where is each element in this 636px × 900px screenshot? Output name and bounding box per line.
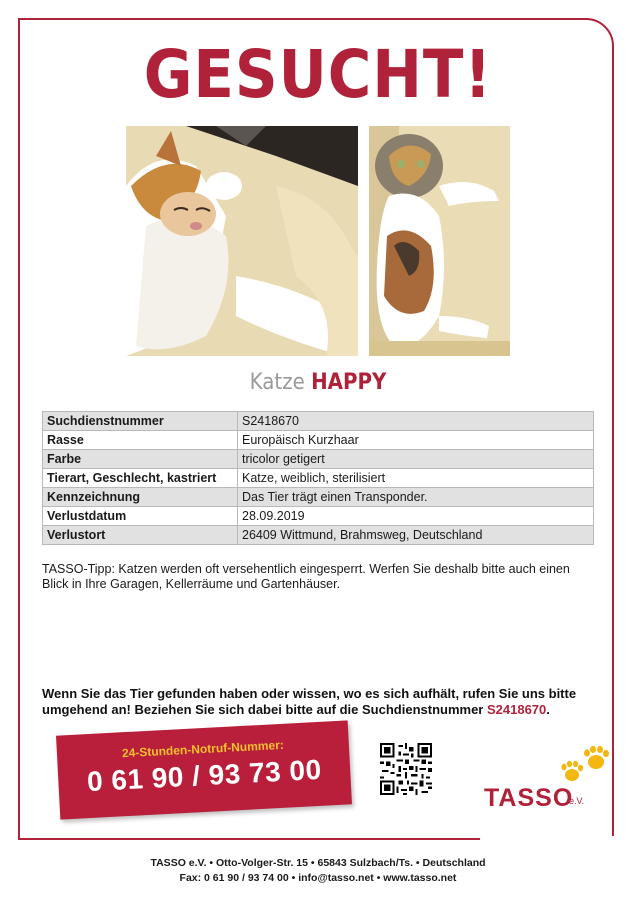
tasso-logo[interactable]: TASSO: [484, 784, 574, 812]
callout-reference-number: S2418670: [486, 702, 547, 717]
pet-species: Katze: [249, 370, 305, 395]
detail-value: 26409 Wittmund, Brahmsweg, Deutschland: [238, 526, 594, 545]
detail-label: Farbe: [43, 450, 238, 469]
pet-name: HAPPY: [311, 370, 387, 395]
footer-contact: Fax: 0 61 90 / 93 74 00 • info@tasso.net • www.tasso.net: [179, 872, 457, 884]
tasso-tip: TASSO-Tipp: Katzen werden oft versehentlich eingesperrt. Werfen Sie deshalb bitte auch einen Blick in Ihre Garagen, Kellerräume und Gartenhäuser.: [42, 562, 570, 591]
callout-end: .: [546, 702, 550, 717]
table-row: [43, 526, 594, 545]
detail-value: S2418670: [238, 412, 594, 431]
frame-gap: [480, 836, 620, 846]
cat-photo-lying: [369, 126, 510, 356]
detail-label: Suchdienstnummer: [43, 412, 238, 431]
footer-address: TASSO e.V. • Otto-Volger-Str. 15 • 65843 Sulzbach/Ts. • Deutschland: [150, 857, 486, 869]
table-row: [43, 469, 594, 488]
detail-value: Das Tier trägt einen Transponder.: [238, 488, 594, 507]
qr-code-icon[interactable]: [380, 743, 432, 795]
callout-text: Wenn Sie das Tier gefunden haben oder wissen, wo es sich aufhält, rufen Sie uns bitte umgehend an! Beziehen Sie sich dabei bitte auf die Suchdienstnummer: [42, 686, 577, 717]
detail-label: Kennzeichnung: [43, 488, 238, 507]
footer: [0, 856, 636, 886]
detail-value: tricolor getigert: [238, 450, 594, 469]
detail-label: Verlustdatum: [43, 507, 238, 526]
cat-photo-sleeping: [126, 126, 358, 356]
detail-label: Verlustort: [43, 526, 238, 545]
detail-value: Europäisch Kurzhaar: [238, 431, 594, 450]
table-row: [43, 431, 594, 450]
tasso-logo-suffix: e.V.: [569, 796, 585, 806]
cat-photo-sleeping-icon: [126, 126, 358, 356]
detail-label: Tierart, Geschlecht, kastriert: [43, 469, 238, 488]
table-row: [43, 412, 594, 431]
contact-callout: [42, 686, 598, 718]
page-title: GESUCHT!: [143, 36, 493, 113]
detail-value: 28.09.2019: [238, 507, 594, 526]
pet-name-heading: [32, 370, 604, 395]
hotline-number[interactable]: 0 61 90 / 93 73 00: [86, 753, 323, 798]
hotline-label: 24-Stunden-Notruf-Nummer:: [121, 737, 285, 761]
table-row: [43, 450, 594, 469]
detail-value: Katze, weiblich, sterilisiert: [238, 469, 594, 488]
table-row: [43, 507, 594, 526]
detail-label: Rasse: [43, 431, 238, 450]
table-row: [43, 488, 594, 507]
pet-details-table: [42, 411, 594, 545]
cat-photo-lying-icon: [369, 126, 510, 356]
hotline-box: [56, 720, 352, 819]
